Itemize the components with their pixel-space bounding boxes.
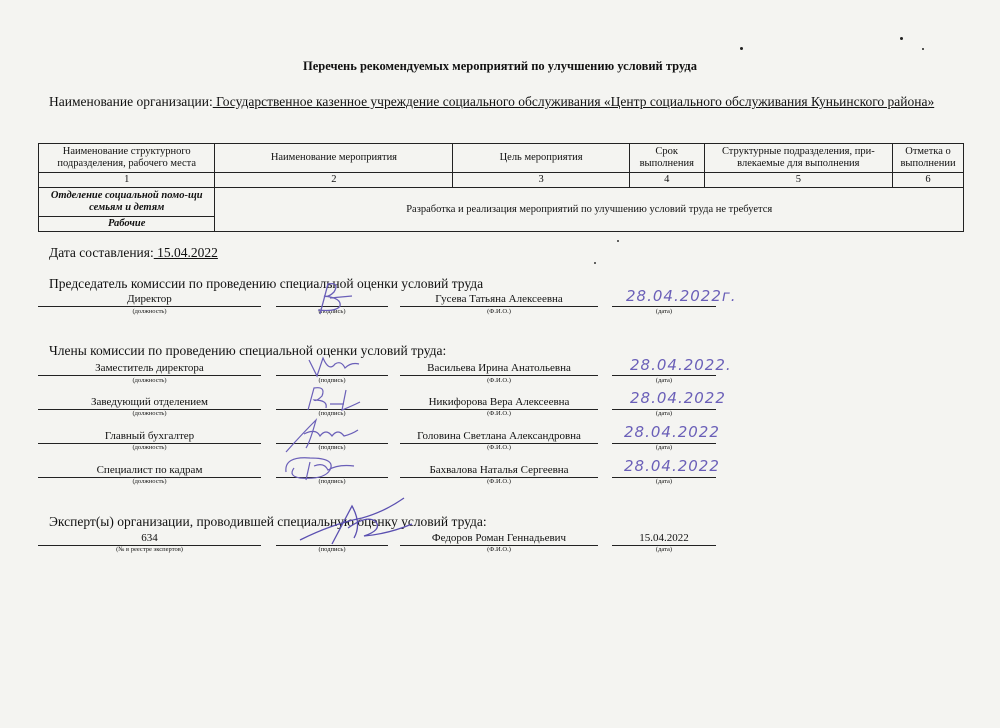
- organization-name: Государственное казенное учреждение социального обслуживания «Центр социального обслуживания Куньинского района»: [212, 94, 935, 109]
- member-name: Никифорова Вера Алексеевна: [400, 396, 598, 410]
- caption-signature: (подпись): [318, 377, 346, 384]
- header-completion-mark: Отметка о выполнении: [893, 144, 964, 173]
- member-name: Головина Светлана Александровна: [400, 430, 598, 444]
- chairman-position: Директор: [38, 293, 261, 307]
- caption-signature: (подпись): [318, 546, 346, 553]
- measures-table: [38, 143, 964, 232]
- chairman-heading: Председатель комиссии по проведению специальной оценки условий труда: [49, 276, 484, 291]
- caption-signature: (подпись): [318, 478, 346, 485]
- column-number: 3: [453, 173, 629, 188]
- member-name: Васильева Ирина Анатольевна: [400, 362, 598, 376]
- caption-date: (дата): [655, 546, 673, 553]
- caption-signature: (подпись): [318, 410, 346, 417]
- caption-position: (должность): [132, 308, 167, 315]
- member-signature: [280, 452, 360, 484]
- compilation-date: [49, 245, 218, 261]
- expert-registry-number: 634: [38, 532, 261, 546]
- header-measure: Наименование мероприятия: [215, 144, 453, 173]
- column-number: 2: [215, 173, 453, 188]
- caption-date: (дата): [655, 444, 673, 451]
- caption-fio: (Ф.И.О.): [487, 546, 511, 553]
- header-deadline: Срок выполнения: [629, 144, 704, 173]
- member-handwritten-date: 28.04.2022: [624, 423, 720, 441]
- scan-speck: [740, 47, 743, 50]
- column-number: 4: [629, 173, 704, 188]
- organization-line: [49, 93, 954, 110]
- caption-fio: (Ф.И.О.): [487, 410, 511, 417]
- chairman-name: Гусева Татьяна Алексеевна: [400, 293, 598, 307]
- date-value: 15.04.2022: [153, 245, 218, 260]
- merged-measure-cell: Разработка и реализация мероприятий по улучшению условий труда не требуется: [215, 188, 964, 232]
- date-label: Дата составления:: [49, 245, 154, 260]
- member-handwritten-date: 28.04.2022: [630, 389, 726, 407]
- caption-date: (дата): [655, 377, 673, 384]
- caption-signature: (подпись): [318, 308, 346, 315]
- member-position: Специалист по кадрам: [38, 464, 261, 478]
- chairman-handwritten-date: 28.04.2022г.: [626, 287, 737, 305]
- caption-fio: (Ф.И.О.): [487, 308, 511, 315]
- caption-fio: (Ф.И.О.): [487, 478, 511, 485]
- caption-position: (должность): [132, 444, 167, 451]
- expert-signature: [292, 494, 422, 548]
- bleed-through-text: [539, 120, 560, 125]
- caption-fio: (Ф.И.О.): [487, 377, 511, 384]
- column-number: 5: [704, 173, 892, 188]
- header-workplace: Наименование структурного подразделения, рабочего места: [39, 144, 215, 173]
- header-departments: Структурные подразделения, при-влекаемые для выполнения: [704, 144, 892, 173]
- caption-date: (дата): [655, 308, 673, 315]
- member-handwritten-date: 28.04.2022: [624, 457, 720, 475]
- caption-date: (дата): [655, 410, 673, 417]
- members-heading: Члены комиссии по проведению специальной оценки условий труда:: [49, 343, 447, 358]
- caption-position: (должность): [132, 410, 167, 417]
- caption-position: (должность): [132, 377, 167, 384]
- scan-speck: [900, 37, 903, 40]
- member-signature: [300, 384, 370, 414]
- member-position: Главный бухгалтер: [38, 430, 261, 444]
- page-title: Перечень рекомендуемых мероприятий по улучшению условий труда: [302, 59, 698, 73]
- expert-heading: Эксперт(ы) организации, проводившей специальную оценку условий труда:: [49, 514, 487, 529]
- expert-name: Федоров Роман Геннадьевич: [400, 532, 598, 546]
- expert-date: 15.04.2022: [612, 532, 716, 546]
- organization-label: Наименование организации:: [49, 94, 213, 109]
- header-purpose: Цель мероприятия: [453, 144, 629, 173]
- scan-speck: [617, 240, 619, 242]
- member-name: Бахвалова Наталья Сергеевна: [400, 464, 598, 478]
- workplace-cell: Рабочие: [39, 217, 215, 232]
- member-signature: [282, 414, 362, 456]
- scan-speck: [594, 262, 596, 264]
- chairman-signature: [300, 280, 360, 318]
- member-position: Заведующий отделением: [38, 396, 261, 410]
- caption-fio: (Ф.И.О.): [487, 444, 511, 451]
- scan-speck: [922, 48, 924, 50]
- member-position: Заместитель директора: [38, 362, 261, 376]
- department-cell: Отделение социальной помо-щи семьям и детям: [39, 188, 215, 217]
- caption-position: (должность): [132, 478, 167, 485]
- column-number: 1: [39, 173, 215, 188]
- caption-registry: (№ в реестре экспертов): [116, 546, 183, 553]
- member-signature: [305, 354, 365, 380]
- caption-date: (дата): [655, 478, 673, 485]
- caption-signature: (подпись): [318, 444, 346, 451]
- member-handwritten-date: 28.04.2022.: [630, 356, 732, 374]
- column-number: 6: [893, 173, 964, 188]
